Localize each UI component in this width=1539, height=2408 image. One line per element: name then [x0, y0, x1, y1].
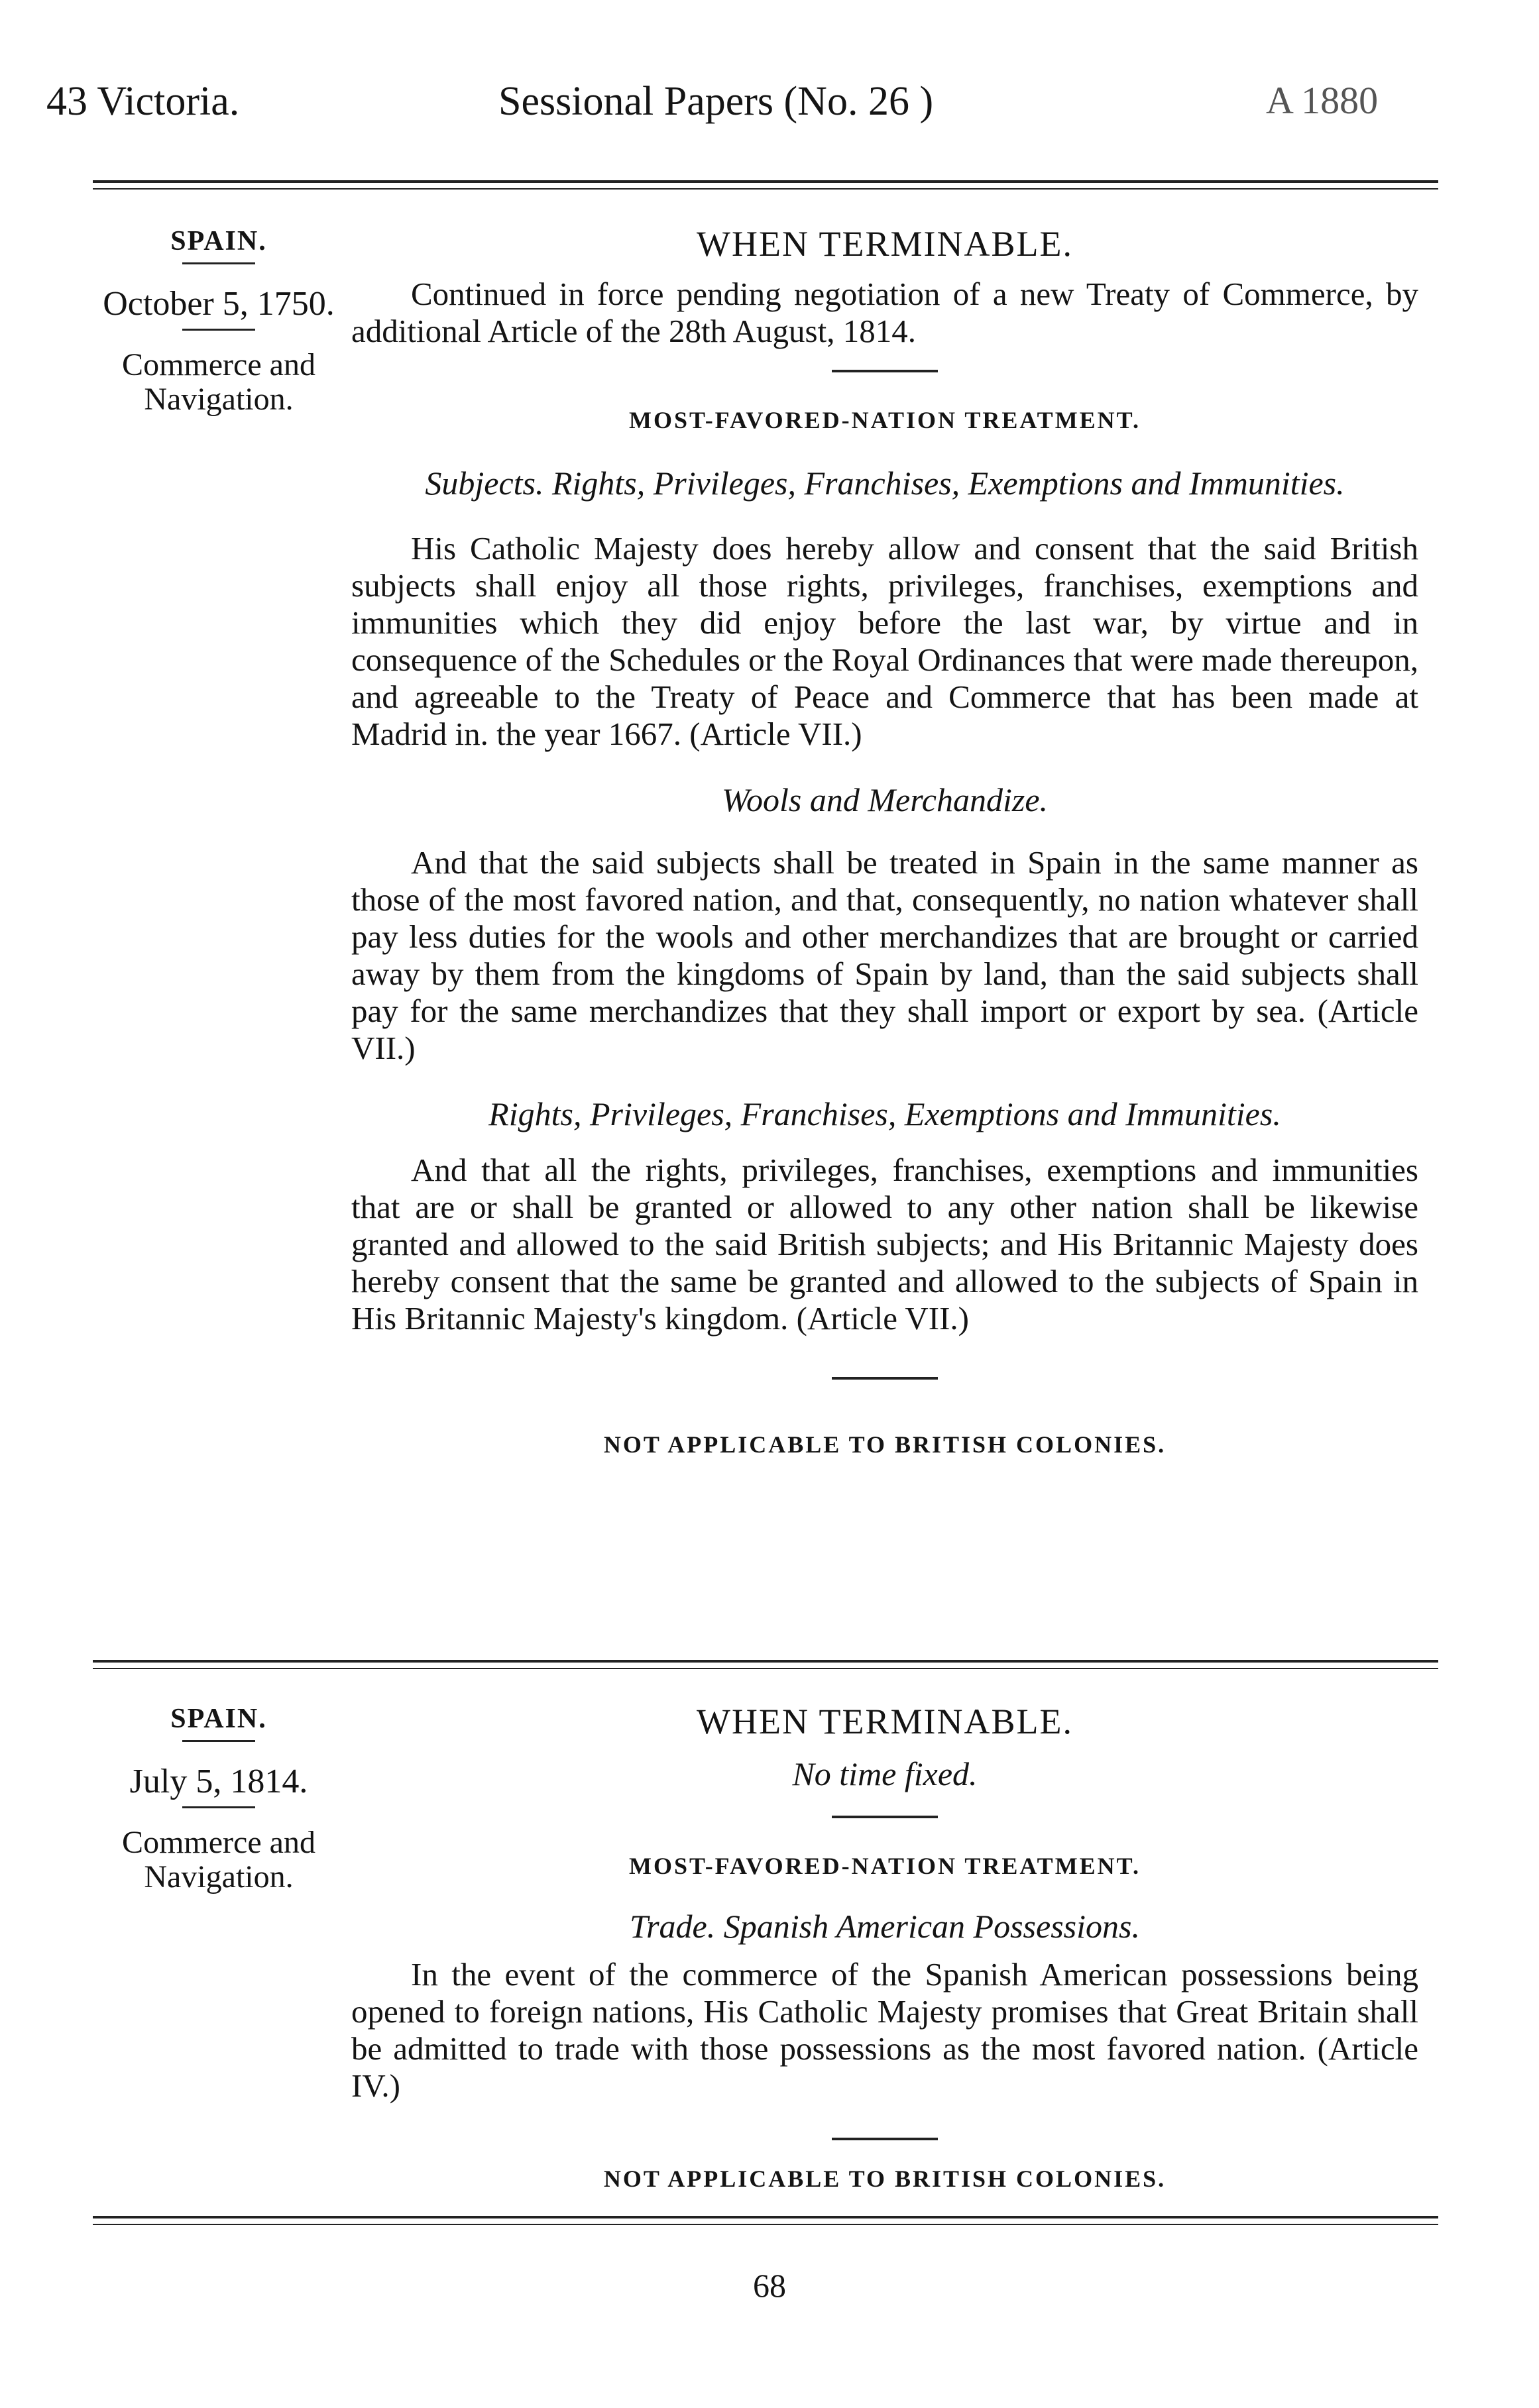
- subhead-privileges: Rights, Privileges, Franchises, Exemptions and Immunities.: [488, 1095, 1281, 1132]
- paragraph-privileges: And that all the rights, privileges, franchises, exemptions and immunities that are or shall be granted or allowed to any other nation shall be likewise granted and allowed to the said British subjects; and His Britannic Majesty does hereby consent that the same be granted and allowed to the subjects of Spain in His Britannic Majesty's kingdom. (Article VII.): [351, 1152, 1418, 1337]
- publication-title: Sessional Papers (No. 26 ): [498, 79, 934, 124]
- footer-rule: [93, 2216, 1438, 2218]
- paragraph-rights: His Catholic Majesty does hereby allow and consent that the said British subjects shall enjoy all those rights, privileges, franchises, exemptions and immunities which they did enjoy before the last war, by virtue and in consequence of the Schedules or the Royal Ordinances that were made thereupon, and agreeable to the Treaty of Peace and Commerce that has been made at Madrid in. the year 1667. (Article VII.): [351, 530, 1418, 752]
- margin-date: July 5, 1814.: [129, 1763, 308, 1800]
- margin-subject: Commerce and Navigation.: [122, 1825, 315, 1894]
- section-body: [351, 1703, 1418, 2197]
- margin-divider: [182, 329, 255, 331]
- applicability-note: NOT APPLICABLE TO BRITISH COLONIES.: [603, 1431, 1167, 1458]
- section-rule-thin: [93, 1668, 1438, 1669]
- section-divider: [832, 1377, 938, 1380]
- section-divider: [832, 2138, 938, 2140]
- margin-divider: [182, 1740, 255, 1742]
- header-rule: [93, 180, 1438, 183]
- mfn-heading: MOST-FAVORED-NATION TREATMENT.: [628, 1853, 1141, 1879]
- footer-rule-thin: [93, 2224, 1438, 2225]
- terminable-heading: WHEN TERMINABLE.: [697, 224, 1073, 264]
- margin-divider: [182, 1806, 255, 1808]
- section-body: [351, 225, 1418, 1463]
- paragraph-trade: In the event of the commerce of the Spanish American possessions being opened to foreign nations, His Catholic Majesty promises that Great Britain shall be admitted to trade with those possessions as the most favored nation. (Article IV.): [351, 1956, 1418, 2104]
- applicability-note: NOT APPLICABLE TO BRITISH COLONIES.: [603, 2165, 1167, 2192]
- subhead-wools: Wools and Merchandize.: [721, 781, 1049, 818]
- mfn-heading: MOST-FAVORED-NATION TREATMENT.: [628, 407, 1141, 433]
- margin-note: [86, 225, 351, 417]
- subhead-trade: Trade. Spanish American Possessions.: [630, 1908, 1140, 1945]
- terminable-heading: WHEN TERMINABLE.: [697, 1702, 1073, 1741]
- terminable-text: No time fixed.: [792, 1755, 978, 1792]
- running-header: [0, 78, 1539, 158]
- section-rule: [93, 1660, 1438, 1663]
- page-number: 68: [753, 2267, 786, 2304]
- folio-mark: A 1880: [1266, 79, 1379, 122]
- section-divider: [832, 370, 938, 372]
- paragraph-wools: And that the said subjects shall be treated in Spain in the same manner as those of the most favored nation, and that, consequently, no nation whatever shall pay less duties for the wools and other merchandizes that are brought or carried away by them from the kingdoms of Spain by land, than the said subjects shall pay for the same merchandizes that they shall import or export by sea. (Article VII.): [351, 844, 1418, 1066]
- terminable-text: Continued in force pending negotiation of a new Treaty of Commerce, by additional Article of the 28th August, 1814.: [351, 276, 1418, 349]
- subhead-subjects: Subjects. Rights, Privileges, Franchises, Exemptions and Immunities.: [425, 465, 1345, 502]
- margin-note: [86, 1703, 351, 1894]
- section-divider: [832, 1816, 938, 1818]
- session-label: 43 Victoria.: [46, 79, 240, 124]
- header-rule-thin: [93, 188, 1438, 190]
- margin-divider: [182, 262, 255, 264]
- margin-country: SPAIN.: [170, 226, 267, 256]
- margin-country: SPAIN.: [170, 1704, 267, 1734]
- margin-date: October 5, 1750.: [103, 285, 335, 323]
- margin-subject: Commerce and Navigation.: [122, 347, 315, 417]
